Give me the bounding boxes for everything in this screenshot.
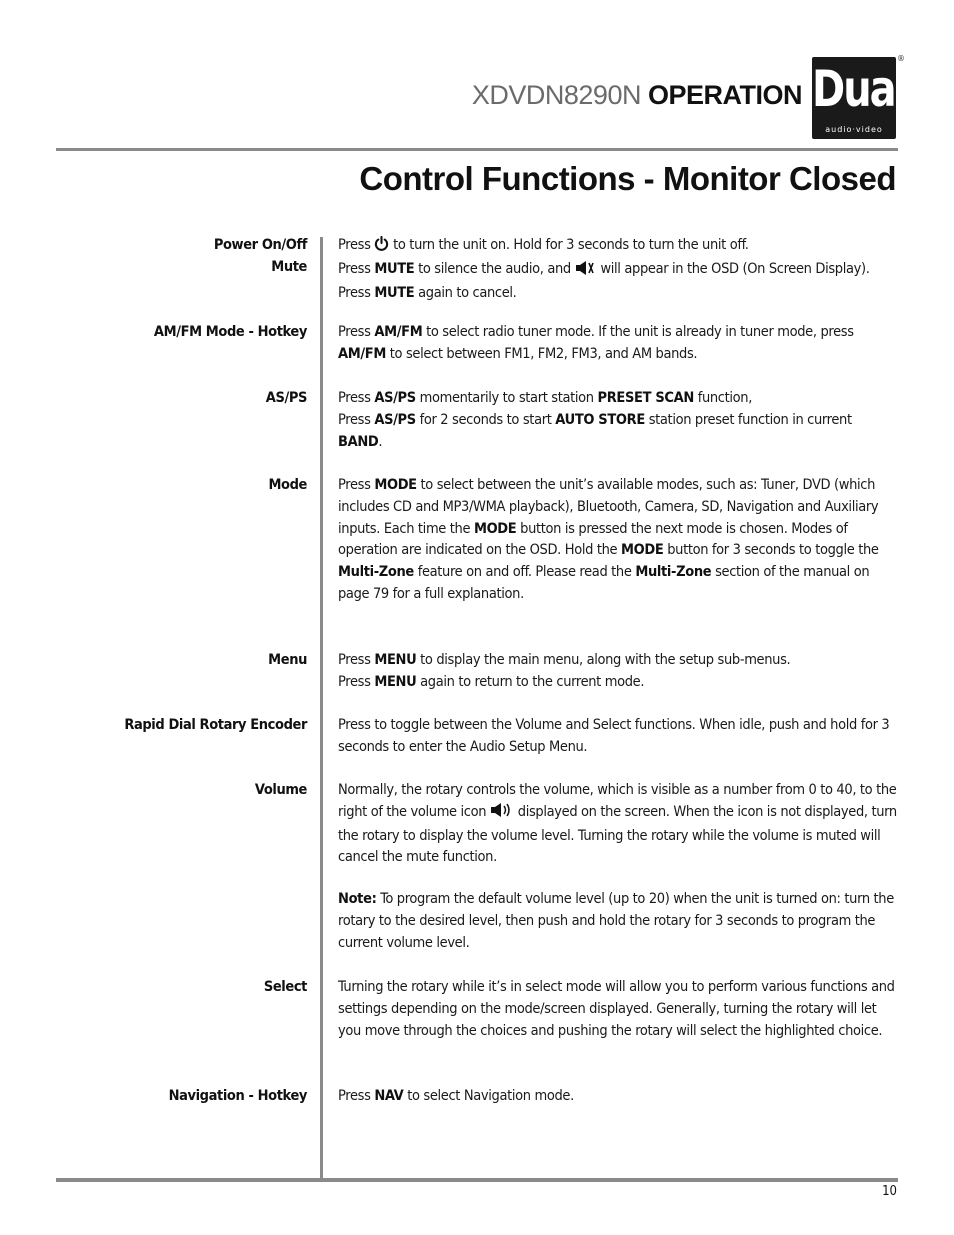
- label-mute: Mute: [271, 259, 307, 275]
- power-mute-description: Press to turn the unit on. Hold for 3 seconds to turn the unit off. Press MUTE to silence the audio, and will appear in the OSD (On Screen Display). Press MUTE again to cancel.: [338, 237, 870, 301]
- logo-word: Dual: [812, 61, 907, 119]
- label-asps: AS/PS: [265, 390, 307, 406]
- registered-mark: ®: [897, 54, 905, 63]
- logo-subtitle: audio·video: [825, 125, 883, 134]
- header-title: [472, 80, 802, 111]
- mode-description: Press MODE to select between the unit’s available modes, such as: Tuner, DVD (which includes CD and MP3/WMA playback), Bluetooth, Camera, SD, Navigation and Auxiliary inputs. Each time the MODE button is pressed the next mode is chosen. Modes of operation are indicated on the OSD. Hold the MODE button for 3 seconds to toggle the Multi-Zone feature on and off. Please read the Multi-Zone section of the manual on page 79 for a full explanation.: [338, 477, 879, 602]
- menu-description: Press MENU to display the main menu, along with the setup sub-menus. Press MENU again to return to the current mode.: [338, 652, 791, 690]
- label-mode: Mode: [268, 477, 307, 493]
- operation-label: OPERATION: [647, 80, 802, 110]
- dual-logo: [812, 57, 907, 139]
- model-name: XDVDN8290N: [471, 80, 641, 110]
- label-power: Power On/Off: [213, 237, 307, 253]
- page-title: Control Functions - Monitor Closed: [359, 160, 896, 197]
- volume-note: Note: To program the default volume level (up to 20) when the unit is turned on: turn the rotary to the desired level, then push and hold the rotary for 3 seconds to program the current volume level.: [338, 891, 894, 951]
- mute-icon: [575, 261, 597, 283]
- speaker-icon: [490, 802, 514, 826]
- label-rapid-dial: Rapid Dial Rotary Encoder: [124, 717, 307, 733]
- volume-description: Normally, the rotary controls the volume, which is visible as a number from 0 to 40, to the right of the volume icon displayed on the screen. When the icon is not displayed, turn the rotary to display the volume level. Turning the rotary while the volume is muted will cancel the mute function.: [338, 782, 897, 866]
- select-description: Turning the rotary while it’s in select mode will allow you to perform various functions and settings depending on the mode/screen displayed. Generally, turning the rotary will let you move through the choices and pushing the rotary will select the highlighted choice.: [338, 979, 895, 1039]
- label-select: Select: [263, 979, 307, 995]
- rapid-dial-description: Press to toggle between the Volume and Select functions. When idle, push and hold for 3 seconds to enter the Audio Setup Menu.: [338, 717, 890, 755]
- navigation-description: Press NAV to select Navigation mode.: [338, 1088, 574, 1104]
- header-divider: [56, 148, 898, 151]
- label-menu: Menu: [268, 652, 307, 668]
- asps-description: Press AS/PS momentarily to start station PRESET SCAN function, Press AS/PS for 2 seconds to start AUTO STORE station preset function in current BAND.: [338, 390, 852, 450]
- footer-divider: [56, 1178, 898, 1182]
- label-navigation: Navigation - Hotkey: [168, 1088, 307, 1104]
- column-divider: [320, 237, 323, 1179]
- amfm-description: Press AM/FM to select radio tuner mode. If the unit is already in tuner mode, press AM/FM to select between FM1, FM2, FM3, and AM bands.: [338, 324, 854, 362]
- label-volume: Volume: [254, 782, 307, 798]
- label-amfm: AM/FM Mode - Hotkey: [153, 324, 307, 340]
- page-number: 10: [882, 1184, 897, 1199]
- power-icon: [374, 236, 389, 259]
